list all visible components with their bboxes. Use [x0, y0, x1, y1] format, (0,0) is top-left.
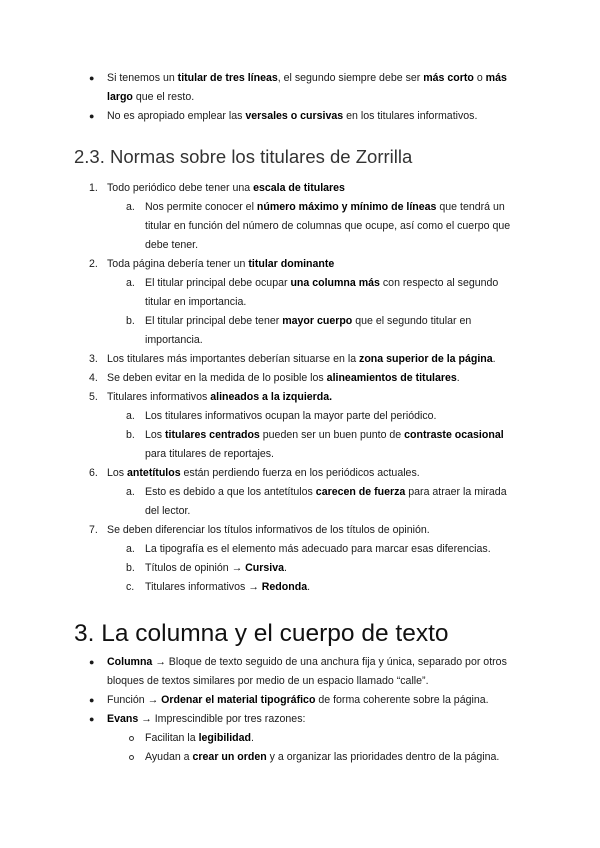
bullet-text: No es apropiado emplear las versales o cursivas en los titulares informativos.	[107, 110, 478, 122]
bullet-icon: ●	[89, 73, 95, 83]
sub-list-text: Títulos de opinión → Cursiva.	[145, 562, 287, 574]
sub-list-letter: a.	[126, 201, 135, 213]
sub-list-text: Los titulares informativos ocupan la mayor parte del periódico.	[145, 410, 437, 422]
sub-list-text: titular en función del número de columnas que ocupe, así como el cuerpo que	[145, 220, 511, 232]
sub-list-letter: b.	[126, 562, 135, 574]
sub-list-text: El titular principal debe ocupar una columna más con respecto al segundo	[145, 277, 499, 289]
section-heading-2-3: 2.3. Normas sobre los titulares de Zorrilla	[74, 146, 413, 167]
sub-list-text: debe tener.	[145, 239, 199, 251]
list-text: Todo periódico debe tener una escala de titulares	[107, 182, 345, 194]
sub-list-text: importancia.	[145, 334, 203, 346]
sub-list-letter: a.	[126, 543, 135, 555]
bullet-text: largo que el resto.	[107, 91, 195, 103]
sub-bullet-text: Ayudan a crear un orden y a organizar las prioridades dentro de la página.	[145, 751, 500, 763]
sub-list-letter: b.	[126, 429, 135, 441]
list-text: Los titulares más importantes deberían situarse en la zona superior de la página.	[107, 353, 496, 365]
list-text: Titulares informativos alineados a la izquierda.	[107, 391, 333, 403]
sub-list-letter: a.	[126, 410, 135, 422]
sub-list-text: para titulares de reportajes.	[145, 448, 274, 460]
sub-list-text: Los titulares centrados pueden ser un buen punto de contraste ocasional	[145, 429, 504, 441]
circle-bullet-icon	[129, 736, 134, 741]
list-text: Los antetítulos están perdiendo fuerza en los periódicos actuales.	[107, 467, 420, 479]
bullet-icon: ●	[89, 714, 95, 724]
sub-list-text: El titular principal debe tener mayor cuerpo que el segundo titular en	[145, 315, 472, 327]
sub-list-text: Esto es debido a que los antetítulos carecen de fuerza para atraer la mirada	[145, 486, 507, 498]
bullet-text: Evans → Imprescindible por tres razones:	[107, 713, 306, 725]
bullet-text: Función → Ordenar el material tipográfico de forma coherente sobre la página.	[107, 694, 489, 706]
bullet-text: Si tenemos un titular de tres líneas, el segundo siempre debe ser más corto o más	[107, 72, 507, 84]
bullet-text: Columna → Bloque de texto seguido de una anchura fija y única, separado por otros	[107, 656, 507, 668]
list-text: Se deben evitar en la medida de lo posible los alineamientos de titulares.	[107, 372, 460, 384]
sub-list-text: La tipografía es el elemento más adecuado para marcar esas diferencias.	[145, 543, 491, 555]
list-number: 4.	[89, 372, 98, 384]
list-number: 5.	[89, 391, 98, 403]
sub-list-text: Nos permite conocer el número máximo y mínimo de líneas que tendrá un	[145, 201, 505, 213]
list-number: 6.	[89, 467, 98, 479]
bullet-text: bloques de textos similares por medio de un espacio llamado “calle”.	[107, 675, 429, 687]
sub-list-letter: a.	[126, 486, 135, 498]
sub-list-letter: b.	[126, 315, 135, 327]
list-number: 3.	[89, 353, 98, 365]
list-text: Toda página debería tener un titular dominante	[107, 258, 335, 270]
sub-bullet-text: Facilitan la legibilidad.	[145, 732, 254, 744]
list-number: 1.	[89, 182, 98, 194]
sub-list-letter: a.	[126, 277, 135, 289]
list-text: Se deben diferenciar los títulos informativos de los títulos de opinión.	[107, 524, 430, 536]
sub-list-text: Titulares informativos → Redonda.	[145, 581, 311, 593]
sub-list-text: del lector.	[145, 505, 191, 517]
list-number: 2.	[89, 258, 98, 270]
sub-list-text: titular en importancia.	[145, 296, 247, 308]
bullet-icon: ●	[89, 111, 95, 121]
section-heading-3: 3. La columna y el cuerpo de texto	[74, 620, 449, 647]
bullet-icon: ●	[89, 695, 95, 705]
bullet-icon: ●	[89, 657, 95, 667]
list-number: 7.	[89, 524, 98, 536]
circle-bullet-icon	[129, 755, 134, 760]
sub-list-letter: c.	[126, 581, 135, 593]
